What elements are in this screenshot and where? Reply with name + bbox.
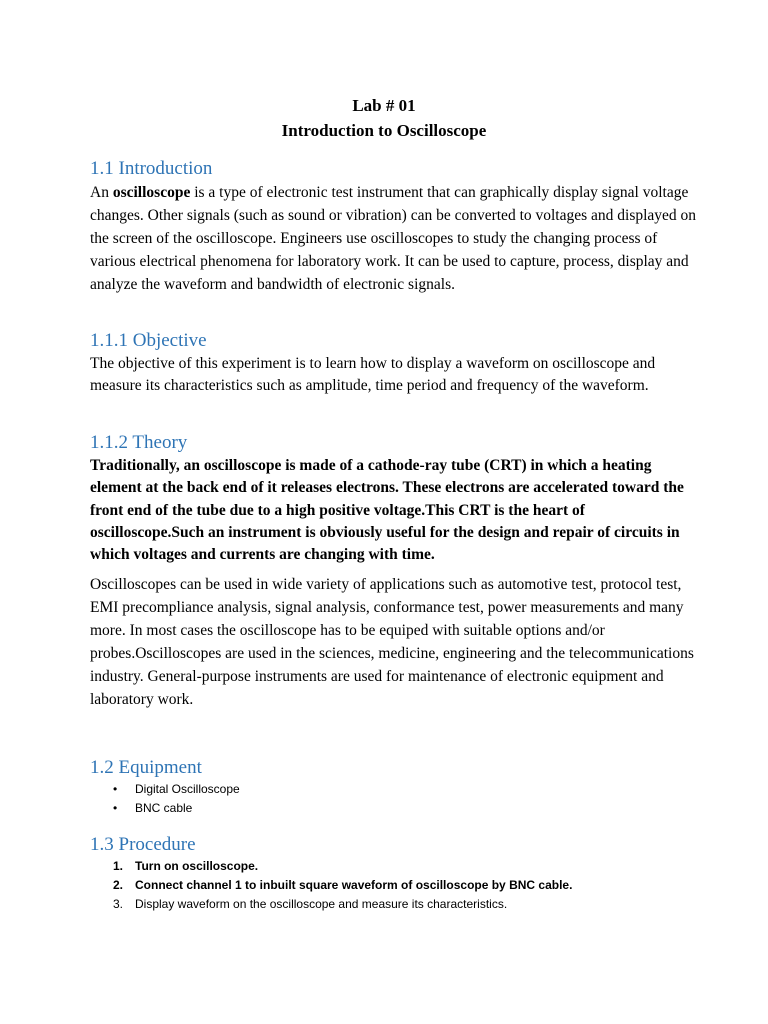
list-item: [113, 895, 572, 914]
lab-number: Lab # 01: [352, 96, 416, 115]
introduction-paragraph: [90, 181, 700, 296]
list-item: • BNC cable: [113, 799, 240, 818]
heading-theory: 1.1.2 Theory: [90, 432, 188, 453]
procedure-list: [113, 857, 572, 914]
objective-paragraph: The objective of this experiment is to learn how to display a waveform on oscilloscope and measure its characteristics such as amplitude, time period and frequency of the waveform.: [90, 355, 656, 394]
intro-text: is a type of electronic test instrument that can graphically display signal voltage changes. Other signals (such as sound or vibration) can be converted to voltages and displayed on the screen of the oscilloscope. Engineers use oscilloscopes to study the changing process of various electrical phenomena for laboratory work. It can be used to capture, process, display and analyze the waveform and bandwidth of electronic signals.: [90, 184, 697, 293]
theory-paragraph-2: Oscilloscopes can be used in wide variety of applications such as automotive test, protocol test, EMI precompliance analysis, signal analysis, conformance test, power measurements and many more. In most cases the oscilloscope has to be equiped with suitable options and/or probes.Oscilloscopes are used in the sciences, medicine, engineering and the telecommunications industry. General-purpose instruments are used for maintenance of electronic equipment and laboratory work.: [90, 576, 694, 708]
item-number: 2.: [113, 878, 124, 892]
equipment-list: [113, 780, 240, 818]
item-text: Connect channel 1 to inbuilt square waveform of oscilloscope by BNC cable.: [135, 878, 573, 892]
item-number: 1.: [113, 859, 124, 873]
theory-paragraph-1: Traditionally, an oscilloscope is made of a cathode-ray tube (CRT) in which a heating element at the back end of it releases electrons. These electrons are accelerated toward the front end of the tube due to a high positive voltage.This CRT is the heart of oscilloscope.Such an instrument is obviously useful for the design and repair of circuits in which voltages and currents are changing with time.: [90, 457, 684, 564]
list-item: [113, 857, 572, 876]
item-number: 3.: [113, 897, 124, 911]
list-item: [113, 876, 572, 895]
list-item: • Digital Oscilloscope: [113, 780, 240, 799]
heading-introduction: 1.1 Introduction: [90, 158, 213, 179]
document-title: Introduction to Oscilloscope: [281, 121, 487, 140]
heading-procedure: 1.3 Procedure: [90, 834, 196, 855]
intro-lead: An: [90, 184, 113, 201]
intro-bold-term: oscilloscope: [112, 184, 191, 201]
item-text: Display waveform on the oscilloscope and measure its characteristics.: [135, 897, 508, 911]
heading-equipment: 1.2 Equipment: [90, 757, 202, 778]
heading-objective: 1.1.1 Objective: [90, 330, 207, 351]
item-text: Turn on oscilloscope.: [135, 859, 259, 873]
